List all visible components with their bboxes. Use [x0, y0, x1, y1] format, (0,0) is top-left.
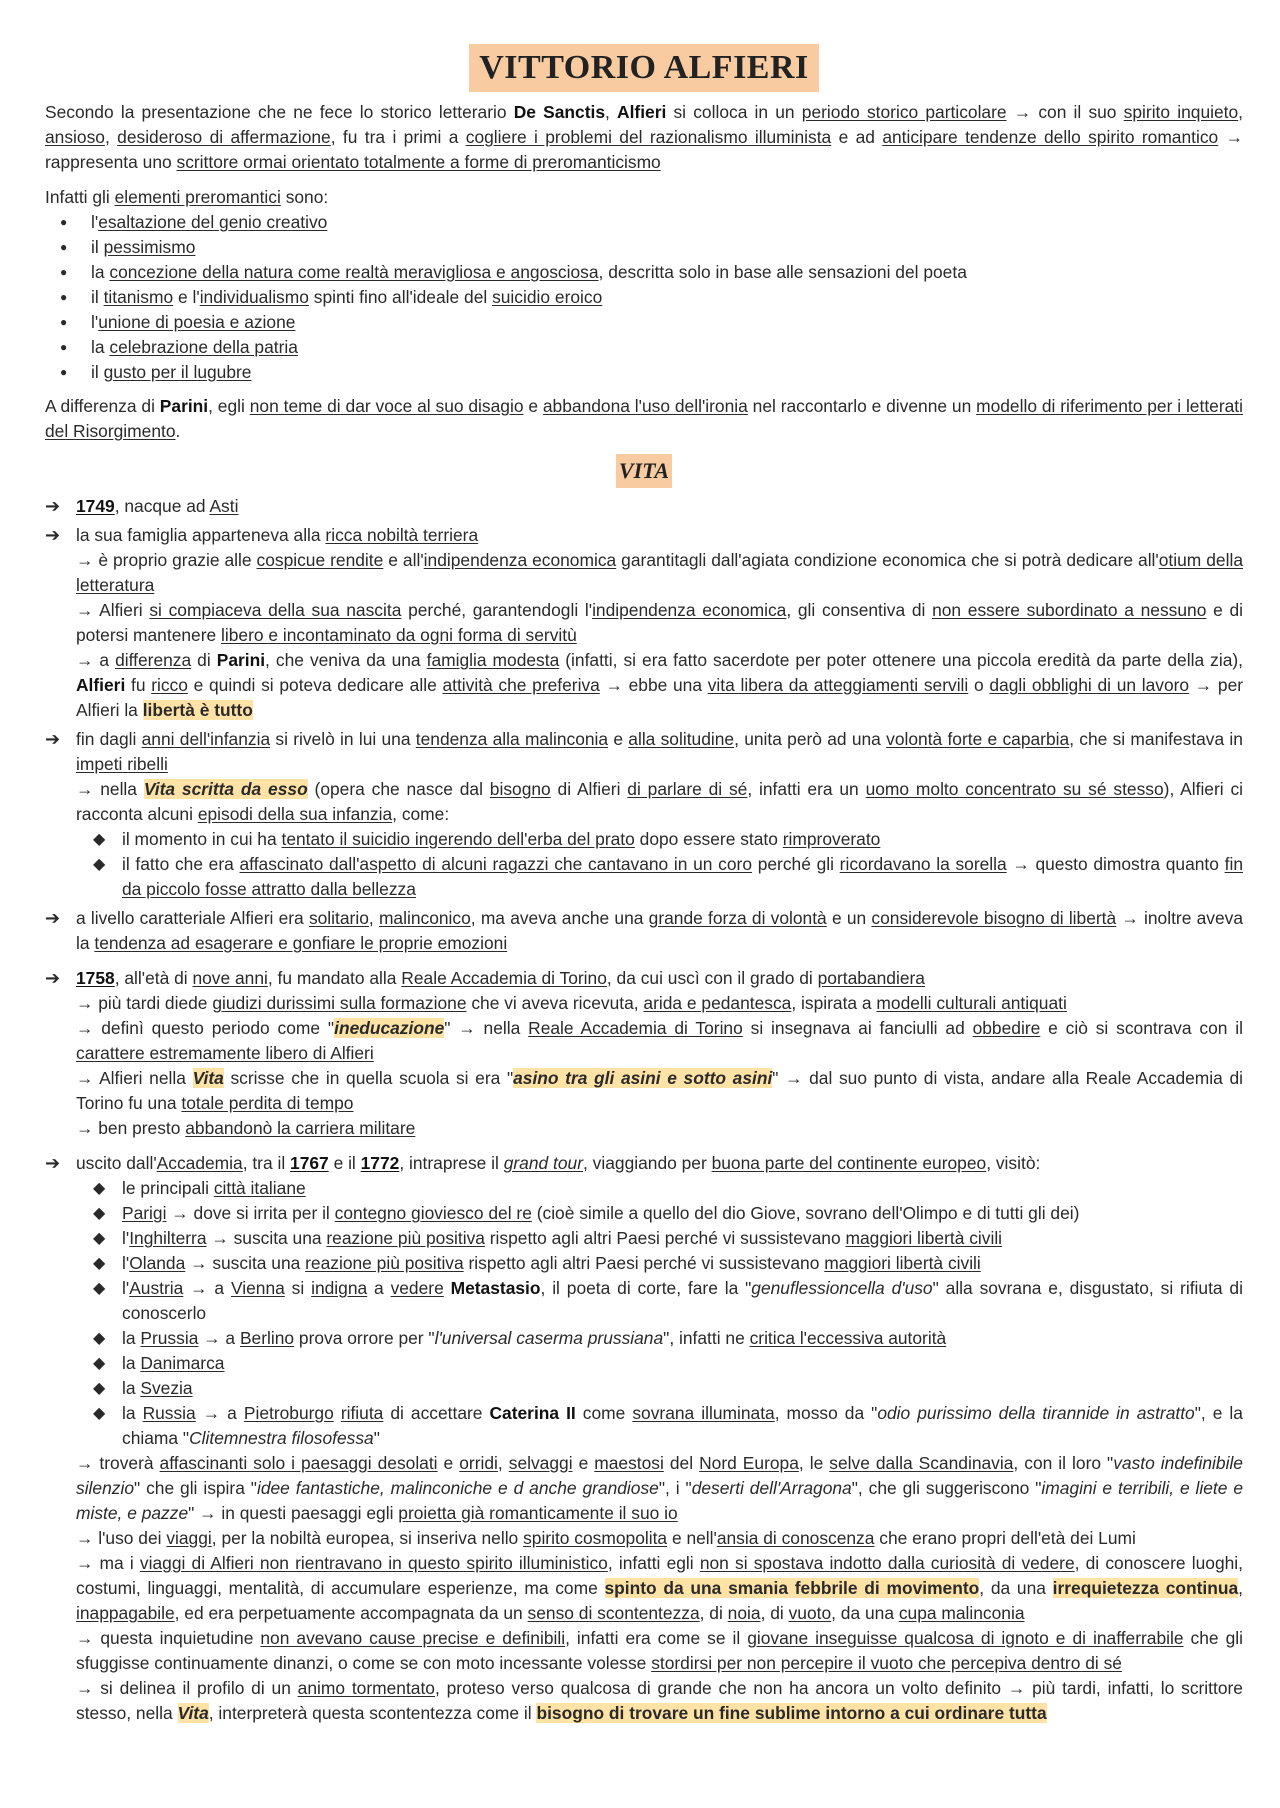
elements-intro: Infatti gli elementi preromantici sono:: [45, 187, 329, 207]
vita-list-item: ➔ a livello caratteriale Alfieri era solitario, malinconico, ma aveva anche una grande forza di volontà e un considerevole bisogno di libertà → inoltre aveva la tendenza ad esagerare e gonfiare le proprie emozioni: [45, 906, 1243, 956]
vita-list-item: ➔ la sua famiglia apparteneva alla ricca nobiltà terriera → è proprio grazie alle cospicue rendite e all'indipendenza economica garantitagli dall'agiata condizione economica che si potrà dedicare all'otium della letteratura → Alfieri si compiaceva della sua nascita perché, garantendogli l'indipendenza economica, gli consentiva di non essere subordinato a nessuno e di potersi mantenere libero e incontaminato da ogni forma di servitù → a differenza di Parini, che veniva da una famiglia modesta (infatti, si era fatto sacerdote per poter ottenere una piccola eredità da parte della zia), Alfieri fu ricco e quindi si poteva dedicare alle attività che preferiva → ebbe una vita libera da atteggiamenti servili o dagli obblighi di un lavoro → per Alfieri la libertà è tutto: [45, 523, 1243, 723]
list-item: ● il gusto per il lugubre: [45, 360, 1243, 385]
list-item: ● il pessimismo: [45, 235, 1243, 260]
preromantic-elements-list: [45, 210, 1243, 385]
list-item: ● l'esaltazione del genio creativo: [45, 210, 1243, 235]
section-heading-vita: VITA: [616, 454, 672, 488]
vita-list-item: ➔ fin dagli anni dell'infanzia si rivelò in lui una tendenza alla malinconia e alla solitudine, unita però ad una volontà forte e caparbia, che si manifestava in impeti ribelli → nella Vita scritta da esso (opera che nasce dal bisogno di Alfieri di parlare di sé, infatti era un uomo molto concentrato su sé stesso), Alfieri ci racconta alcuni episodi della sua infanzia, come: ◆ il momento in cui ha tentato il suicidio ingerendo dell'erba del prato dopo essere stato rimproverato ◆ il fatto che era affascinato dall'aspetto di alcuni ragazzi che cantavano in un coro perché gli ricordavano la sorella → questo dimostra quanto fin da piccolo fosse attratto dalla bellezza: [45, 727, 1243, 902]
vita-list-item: ➔ 1749, nacque ad Asti: [45, 494, 1243, 519]
document-page: [45, 44, 1243, 1730]
list-item: ● il titanismo e l'individualismo spinti fino all'ideale del suicidio eroico: [45, 285, 1243, 310]
list-item: ● la concezione della natura come realtà meravigliosa e angosciosa, descritta solo in base alle sensazioni del poeta: [45, 260, 1243, 285]
vita-list-item: ➔ uscito dall'Accademia, tra il 1767 e il 1772, intraprese il grand tour, viaggiando per buona parte del continente europeo, visitò: ◆ le principali città italiane ◆ Parigi → dove si irrita per il contegno gioviesco del re (cioè simile a quello del dio Giove, sovrano dell'Olimpo e di tutti gli dei) ◆ l'Inghilterra → suscita una reazione più positiva rispetto agli altri Paesi perché vi sussistevano maggiori libertà civili ◆ l'Olanda → suscita una reazione più positiva rispetto agli altri Paesi perché vi sussistevano maggiori libertà civili ◆ l'Austria → a Vienna si indigna a vedere Metastasio, il poeta di corte, fare la "genuflessioncella d'uso" alla sovrana e, disgustato, si rifiuta di conoscerlo ◆ la Prussia → a Berlino prova orrore per "l'universal caserma prussiana", infatti ne critica l'eccessiva autorità ◆ la Danimarca ◆ la Svezia ◆ la Russia → a Pietroburgo rifiuta di accettare Caterina II come sovrana illuminata, mosso da "odio purissimo della tirannide in astratto", e la chiama "Clitemnestra filosofessa" → troverà affascinanti solo i paesaggi desolati e orridi, selvaggi e maestosi del Nord Europa, le selve dalla Scandinavia, con il loro "vasto indefinibile silenzio" che gli ispira "idee fantastiche, malinconiche e d anche grandiose", i "deserti dell'Arragona", che gli suggeriscono "imagini e terribili, e liete e miste, e pazze" → in questi paesaggi egli proietta già romanticamente il suo io → l'uso dei viaggi, per la nobiltà europea, si inseriva nello spirito cosmopolita e nell'ansia di conoscenza che erano propri dell'età dei Lumi → ma i viaggi di Alfieri non rientravano in questo spirito illuministico, infatti egli non si spostava indotto dalla curiosità di vedere, di conoscere luoghi, costumi, linguaggi, mentalità, di accumulare esperienze, ma come spinto da una smania febbrile di movimento, da una irrequietezza continua, inappagabile, ed era perpetuamente accompagnata da un senso di scontentezza, di noia, di vuoto, da una cupa malinconia → questa inquietudine non avevano cause precise e definibili, infatti era come se il giovane inseguisse qualcosa di ignoto e di inafferrabile che gli sfuggisse continuamente dinanzi, o come se con moto incessante volesse stordirsi per non percepire il vuoto che percepiva dentro di sé → si delinea il profilo di un animo tormentato, proteso verso qualcosa di grande che non ha ancora un volto definito → più tardi, infatti, lo scrittore stesso, nella Vita, interpreterà questa scontentezza come il bisogno di trovare un fine sublime intorno a cui ordinare tutta: [45, 1151, 1243, 1726]
page-title: VITTORIO ALFIERI: [469, 44, 819, 92]
list-item: ● l'unione di poesia e azione: [45, 310, 1243, 335]
parini-comparison-paragraph: A differenza di Parini, egli non teme di dar voce al suo disagio e abbandona l'uso dell'ironia nel raccontarlo e divenne un modello di riferimento per i letterati del Risorgimento.: [45, 396, 1243, 441]
intro-paragraph: Secondo la presentazione che ne fece lo storico letterario De Sanctis, Alfieri si colloca in un periodo storico particolare → con il suo spirito inquieto, ansioso, desideroso di affermazione, fu tra i primi a cogliere i problemi del razionalismo illuminista e ad anticipare tendenze dello spirito romantico → rappresenta uno scrittore ormai orientato totalmente a forme di preromanticismo: [45, 102, 1244, 172]
vita-list: [45, 494, 1243, 1726]
list-item: ● la celebrazione della patria: [45, 335, 1243, 360]
vita-list-item: ➔ 1758, all'età di nove anni, fu mandato alla Reale Accademia di Torino, da cui uscì con il grado di portabandiera → più tardi diede giudizi durissimi sulla formazione che vi aveva ricevuta, arida e pedantesca, ispirata a modelli culturali antiquati → definì questo periodo come "ineducazione" → nella Reale Accademia di Torino si insegnava ai fanciulli ad obbedire e ciò si scontrava con il carattere estremamente libero di Alfieri → Alfieri nella Vita scrisse che in quella scuola si era "asino tra gli asini e sotto asini" → dal suo punto di vista, andare alla Reale Accademia di Torino fu una totale perdita di tempo → ben presto abbandonò la carriera militare: [45, 966, 1243, 1141]
